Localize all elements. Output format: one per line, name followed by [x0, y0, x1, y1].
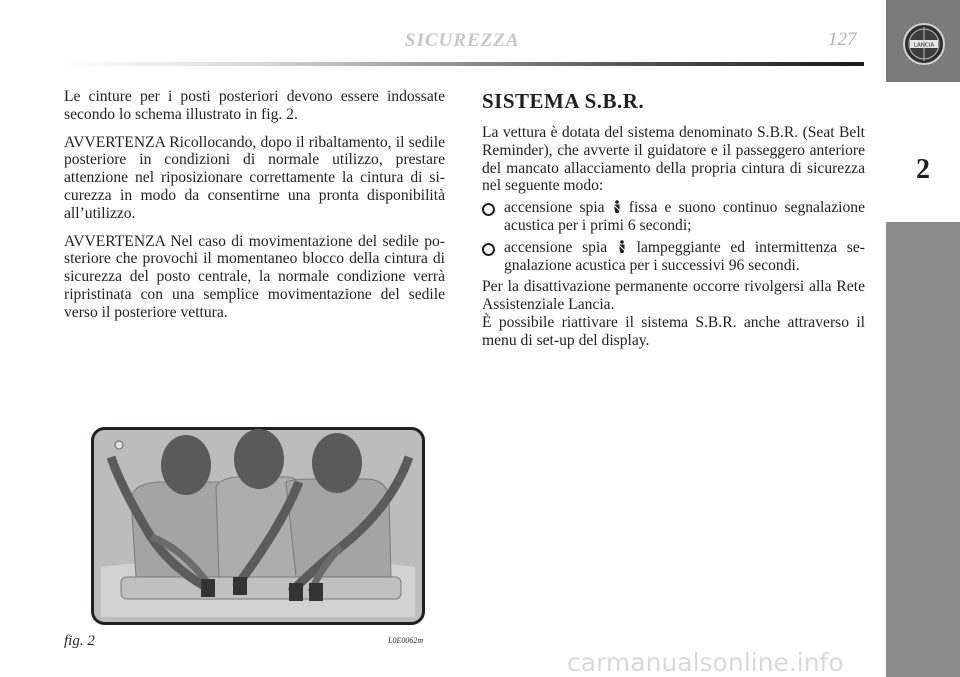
sbr-reactivation-text: È possibile riattivare il sistema S.B.R. anche attraverso il menu di set-up del display. — [482, 313, 865, 349]
watermark: carmanualsonline.info — [567, 648, 844, 677]
lancia-logo-icon — [902, 22, 946, 66]
svg-text:LANCIA: LANCIA — [913, 42, 935, 49]
header-rule — [64, 62, 864, 66]
chapter-side-tab — [886, 0, 960, 677]
side-tab-bottom — [886, 222, 960, 677]
bullet-item: accensione spia lampeggiante ed intermittenza segnalazione acustica per i successivi 96 secondi. — [482, 239, 865, 275]
bullet-circle-icon — [482, 203, 495, 216]
side-tab-top — [886, 0, 960, 82]
figure-caption: fig. 2 — [64, 633, 95, 649]
figure-code: L0E0062m — [388, 636, 424, 645]
chapter-number: 2 — [916, 154, 930, 185]
sbr-intro: La vettura è dotata del sistema denominato S.B.R. (Seat Belt Reminder), che avverte il guidatore e il passeggero anteriore del mancato allacciamento della propria cintura di sicurezza nel seguente modo: — [482, 124, 865, 195]
bullet-circle-icon — [482, 243, 495, 256]
section-title: SISTEMA S.B.R. — [482, 89, 645, 113]
left-column — [64, 88, 445, 332]
bullet-item: accensione spia fissa e suono continuo segnalazione acustica per i primi 6 secondi; — [482, 199, 865, 235]
right-column — [482, 124, 865, 350]
header-title: SICUREZZA — [405, 30, 520, 51]
seatbelt-warning-icon — [613, 200, 621, 213]
sbr-closing — [482, 278, 865, 349]
paragraph-warning-belt-block: AVVERTENZA Nel caso di movimentazione del sedile posteriore che provochi il momentaneo blocco della cintura di sicurezza del posto centrale, la normale condizione verrà ripristinata con una semplice movimentazione del sedile verso il posteriore vettura. — [64, 232, 445, 321]
paragraph-rear-belts: Le cinture per i posti posteriori devono essere indossate secondo lo schema illustrato in fig. 2. — [64, 88, 445, 123]
paragraph-warning-seat-reposition: AVVERTENZA Ricollocando, dopo il ribaltamento, il sedile posteriore in condizioni di normale utilizzo, prestare attenzione nel riposizionare correttamente la cintura di sicurezza in modo da consentirne una pronta disponibilità all’utilizzo. — [64, 133, 445, 222]
seatbelt-warning-icon — [618, 240, 626, 253]
rear-seatbelt-illustration — [91, 427, 425, 625]
sbr-deactivation-text: Per la disattivazione permanente occorre rivolgersi alla Rete Assistenziale Lancia. — [482, 278, 865, 314]
page-number: 127 — [828, 29, 857, 50]
